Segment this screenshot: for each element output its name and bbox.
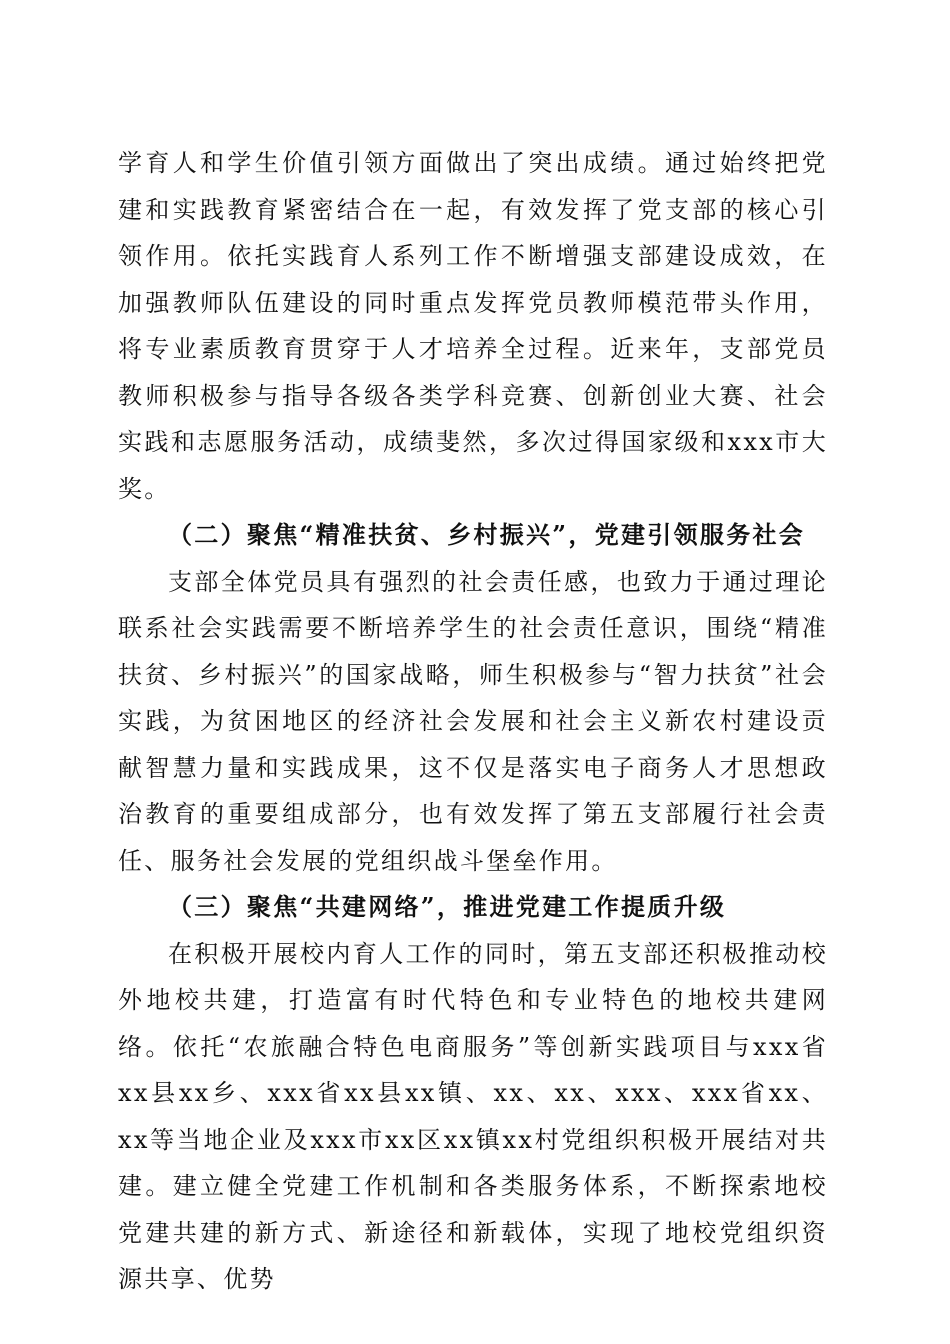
paragraph-continued: 学育人和学生价值引领方面做出了突出成绩。通过始终把党建和实践教育紧密结合在一起，有效发挥了党支部的核心引领作用。依托实践育人系列工作不断增强支部建设成效，在加强教师队伍建设的同时重点发挥党员教师模范带头作用，将专业素质教育贯穿于人才培养全过程。近来年，支部党员教师积极参与指导各级各类学科竞赛、创新创业大赛、社会实践和志愿服务活动，成绩斐然，多次过得国家级和xxx市大奖。 bbox=[118, 149, 828, 503]
document-body bbox=[118, 140, 828, 1303]
paragraph-co-building: 在积极开展校内育人工作的同时，第五支部还积极推动校外地校共建，打造富有时代特色和专业特色的地校共建网络。依托“农旅融合特色电商服务”等创新实践项目与xxx省xx县xx乡、xxx省xx县xx镇、xx、xx、xxx、xxx省xx、xx等当地企业及xxx市xx区xx镇xx村党组织积极开展结对共建。建立健全党建工作机制和各类服务体系，不断探索地校党建共建的新方式、新途径和新载体，实现了地校党组织资源共享、优势 bbox=[118, 939, 828, 1293]
paragraph-social-service: 支部全体党员具有强烈的社会责任感，也致力于通过理论联系社会实践需要不断培养学生的社会责任意识，围绕“精准扶贫、乡村振兴”的国家战略，师生积极参与“智力扶贫”社会实践，为贫困地区的经济社会发展和社会主义新农村建设贡献智慧力量和实践成果，这不仅是落实电子商务人才思想政治教育的重要组成部分，也有效发挥了第五支部履行社会责任、服务社会发展的党组织战斗堡垒作用。 bbox=[118, 567, 828, 875]
section-heading-2: （二）聚焦“精准扶贫、乡村振兴”，党建引领服务社会 bbox=[168, 520, 806, 549]
section-heading-3: （三）聚焦“共建网络”，推进党建工作提质升级 bbox=[168, 892, 727, 921]
